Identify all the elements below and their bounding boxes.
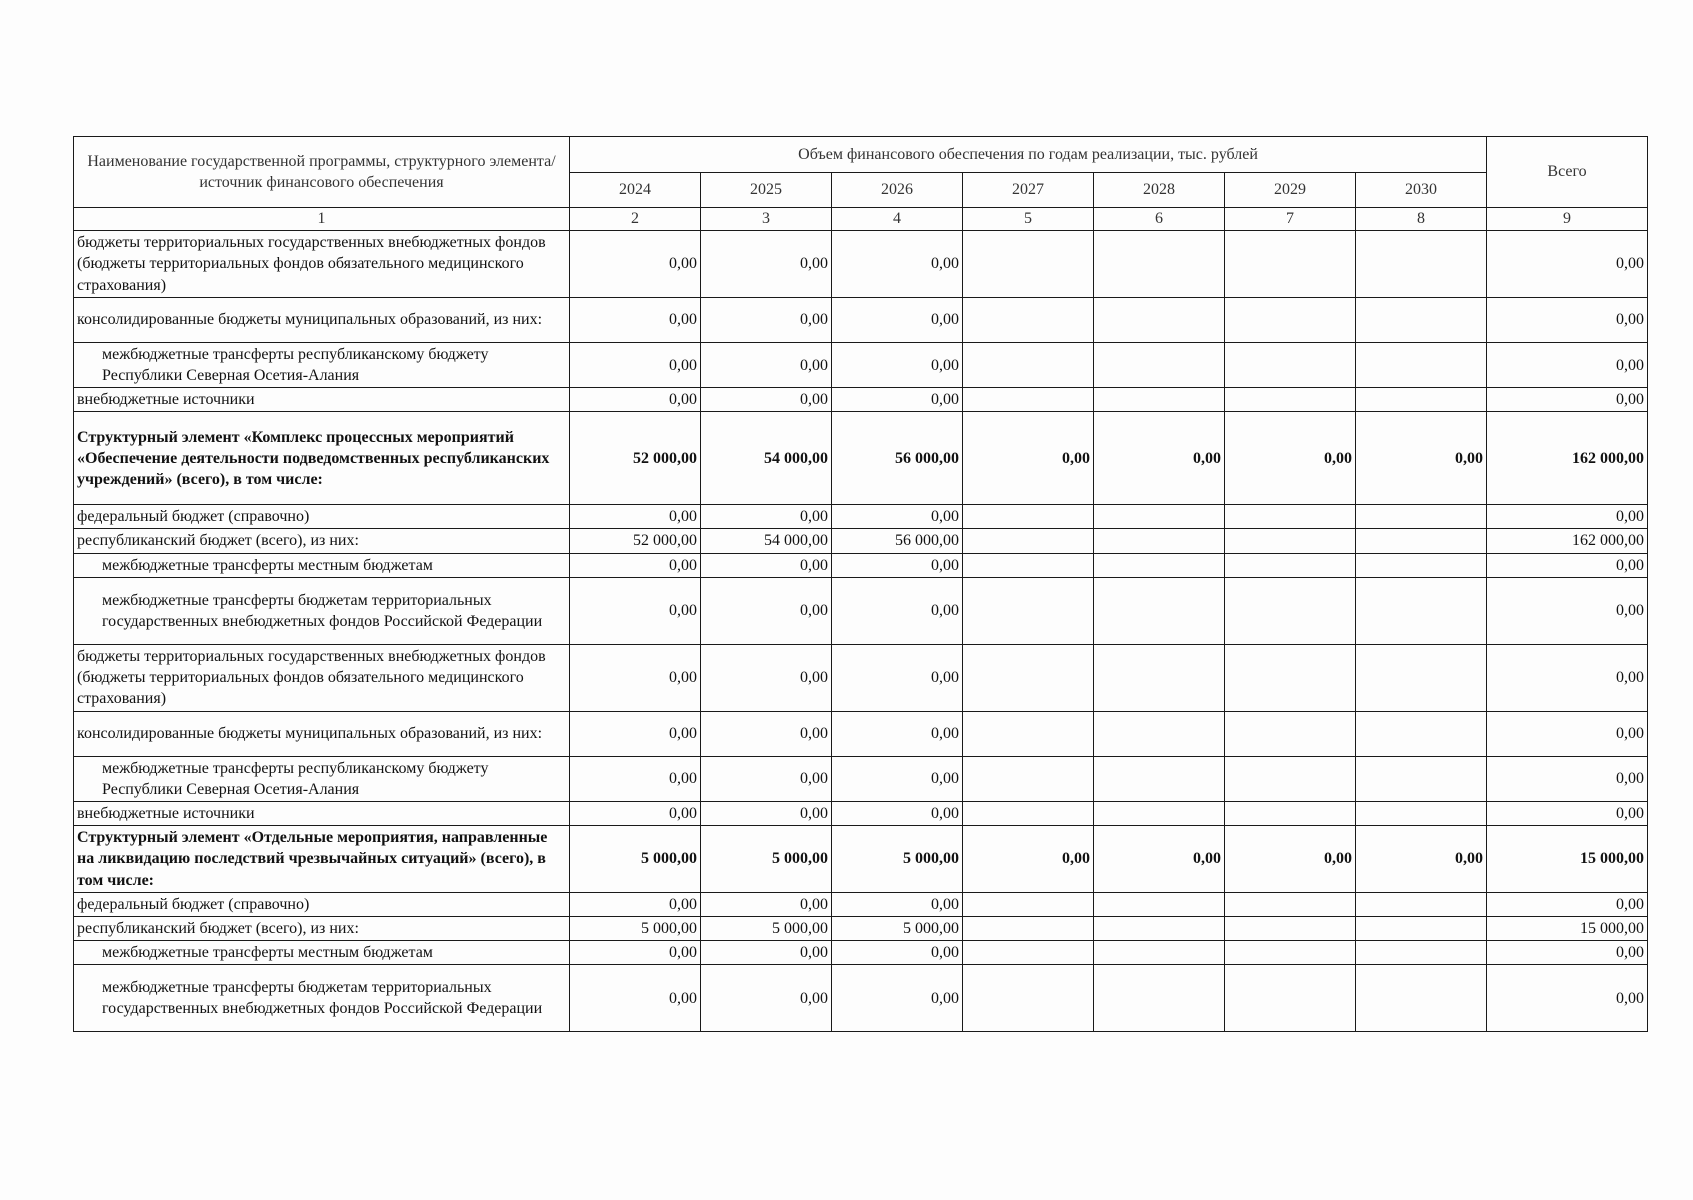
year-value-cell: 0,00 <box>832 801 963 825</box>
year-value-cell <box>1225 941 1356 965</box>
year-value-cell <box>1094 343 1225 388</box>
column-number: 5 <box>963 208 1094 231</box>
year-value-cell <box>1356 941 1487 965</box>
year-value-cell: 0,00 <box>1356 825 1487 892</box>
year-value-cell: 0,00 <box>701 343 832 388</box>
year-value-cell <box>963 529 1094 553</box>
year-value-cell: 0,00 <box>570 756 701 801</box>
year-value-cell <box>1225 577 1356 644</box>
year-value-cell <box>1356 801 1487 825</box>
year-value-cell <box>1356 756 1487 801</box>
year-value-cell <box>963 343 1094 388</box>
total-value-cell: 0,00 <box>1487 231 1648 298</box>
total-value-cell: 0,00 <box>1487 553 1648 577</box>
year-value-cell: 0,00 <box>701 756 832 801</box>
table-row <box>74 577 1648 644</box>
year-value-cell: 0,00 <box>832 298 963 343</box>
year-value-cell: 52 000,00 <box>570 529 701 553</box>
volume-header: Объем финансового обеспечения по годам реализации, тыс. рублей <box>570 137 1487 173</box>
year-value-cell: 0,00 <box>832 231 963 298</box>
year-value-cell <box>1094 917 1225 941</box>
row-label: межбюджетные трансферты местным бюджетам <box>74 553 570 577</box>
year-value-cell <box>963 231 1094 298</box>
year-value-cell <box>1225 711 1356 756</box>
row-label: межбюджетные трансферты республиканскому бюджету Республики Северная Осетия-Алания <box>74 756 570 801</box>
year-value-cell <box>1225 756 1356 801</box>
year-header: 2028 <box>1094 173 1225 208</box>
year-value-cell <box>1094 711 1225 756</box>
row-label: межбюджетные трансферты бюджетам территориальных государственных внебюджетных фондов Российской Федерации <box>74 965 570 1032</box>
row-label: федеральный бюджет (справочно) <box>74 505 570 529</box>
year-value-cell: 0,00 <box>570 505 701 529</box>
year-value-cell: 54 000,00 <box>701 529 832 553</box>
year-value-cell <box>963 917 1094 941</box>
year-value-cell: 0,00 <box>832 388 963 412</box>
year-value-cell: 0,00 <box>701 505 832 529</box>
column-number: 9 <box>1487 208 1648 231</box>
row-label: бюджеты территориальных государственных внебюджетных фондов (бюджеты территориальных фондов обязательного медицинского страхования) <box>74 231 570 298</box>
year-value-cell <box>1225 892 1356 916</box>
year-value-cell: 0,00 <box>832 892 963 916</box>
total-value-cell: 0,00 <box>1487 644 1648 711</box>
table-row <box>74 298 1648 343</box>
year-value-cell <box>963 505 1094 529</box>
year-value-cell <box>963 553 1094 577</box>
column-number: 4 <box>832 208 963 231</box>
total-column-header: Всего <box>1487 137 1648 208</box>
year-value-cell <box>1094 298 1225 343</box>
table-body <box>74 231 1648 1032</box>
year-value-cell <box>1356 644 1487 711</box>
year-value-cell: 0,00 <box>570 298 701 343</box>
table-row <box>74 644 1648 711</box>
year-value-cell <box>1356 298 1487 343</box>
year-value-cell: 5 000,00 <box>701 825 832 892</box>
row-label: внебюджетные источники <box>74 801 570 825</box>
year-value-cell: 0,00 <box>701 553 832 577</box>
year-value-cell <box>1356 892 1487 916</box>
total-value-cell: 15 000,00 <box>1487 825 1648 892</box>
year-value-cell: 54 000,00 <box>701 412 832 505</box>
year-value-cell: 52 000,00 <box>570 412 701 505</box>
year-header: 2025 <box>701 173 832 208</box>
table-row <box>74 388 1648 412</box>
year-value-cell <box>1225 505 1356 529</box>
year-value-cell: 0,00 <box>832 756 963 801</box>
year-value-cell: 0,00 <box>570 553 701 577</box>
year-value-cell <box>1094 801 1225 825</box>
year-value-cell <box>1356 231 1487 298</box>
year-value-cell: 5 000,00 <box>701 917 832 941</box>
year-value-cell <box>1225 801 1356 825</box>
year-value-cell <box>1094 644 1225 711</box>
total-value-cell: 0,00 <box>1487 756 1648 801</box>
year-value-cell <box>1094 577 1225 644</box>
year-value-cell <box>1094 529 1225 553</box>
year-value-cell <box>963 801 1094 825</box>
total-value-cell: 0,00 <box>1487 801 1648 825</box>
year-value-cell <box>963 644 1094 711</box>
row-label: внебюджетные источники <box>74 388 570 412</box>
year-value-cell <box>1356 917 1487 941</box>
year-value-cell: 0,00 <box>570 644 701 711</box>
year-value-cell <box>1225 965 1356 1032</box>
year-value-cell <box>963 941 1094 965</box>
year-value-cell: 0,00 <box>701 298 832 343</box>
year-header: 2026 <box>832 173 963 208</box>
total-value-cell: 0,00 <box>1487 505 1648 529</box>
year-value-cell: 0,00 <box>832 577 963 644</box>
year-value-cell: 5 000,00 <box>832 825 963 892</box>
year-value-cell <box>1225 388 1356 412</box>
year-value-cell <box>963 388 1094 412</box>
year-value-cell <box>1356 343 1487 388</box>
row-label: бюджеты территориальных государственных внебюджетных фондов (бюджеты территориальных фондов обязательного медицинского страхования) <box>74 644 570 711</box>
year-value-cell <box>963 892 1094 916</box>
year-value-cell <box>1094 505 1225 529</box>
year-value-cell <box>963 965 1094 1032</box>
year-value-cell: 0,00 <box>570 343 701 388</box>
year-value-cell: 0,00 <box>832 941 963 965</box>
year-value-cell <box>1356 965 1487 1032</box>
year-value-cell: 56 000,00 <box>832 412 963 505</box>
row-label: Структурный элемент «Отдельные мероприятия, направленные на ликвидацию последствий чрезвычайных ситуаций» (всего), в том числе: <box>74 825 570 892</box>
total-value-cell: 0,00 <box>1487 941 1648 965</box>
column-number: 3 <box>701 208 832 231</box>
table-row <box>74 892 1648 916</box>
row-label: консолидированные бюджеты муниципальных образований, из них: <box>74 711 570 756</box>
year-value-cell <box>1225 529 1356 553</box>
table-row <box>74 941 1648 965</box>
year-header: 2024 <box>570 173 701 208</box>
table-row <box>74 343 1648 388</box>
year-value-cell: 0,00 <box>832 343 963 388</box>
year-value-cell: 0,00 <box>963 825 1094 892</box>
year-value-cell: 0,00 <box>570 801 701 825</box>
year-value-cell: 0,00 <box>1225 825 1356 892</box>
year-value-cell: 0,00 <box>701 965 832 1032</box>
column-number: 8 <box>1356 208 1487 231</box>
table-row <box>74 756 1648 801</box>
year-value-cell: 0,00 <box>963 412 1094 505</box>
year-value-cell: 0,00 <box>701 577 832 644</box>
year-value-cell <box>1225 553 1356 577</box>
year-value-cell <box>1094 388 1225 412</box>
row-label: федеральный бюджет (справочно) <box>74 892 570 916</box>
total-value-cell: 15 000,00 <box>1487 917 1648 941</box>
table-row <box>74 965 1648 1032</box>
year-value-cell <box>963 756 1094 801</box>
total-value-cell: 0,00 <box>1487 343 1648 388</box>
row-label: республиканский бюджет (всего), из них: <box>74 529 570 553</box>
column-number: 6 <box>1094 208 1225 231</box>
row-label: межбюджетные трансферты местным бюджетам <box>74 941 570 965</box>
column-number: 2 <box>570 208 701 231</box>
total-value-cell: 162 000,00 <box>1487 412 1648 505</box>
year-value-cell <box>1356 711 1487 756</box>
year-value-cell <box>1094 892 1225 916</box>
year-value-cell <box>963 711 1094 756</box>
year-value-cell <box>1094 941 1225 965</box>
year-value-cell: 56 000,00 <box>832 529 963 553</box>
year-value-cell <box>1225 231 1356 298</box>
table-row <box>74 231 1648 298</box>
year-value-cell: 0,00 <box>570 941 701 965</box>
total-value-cell: 0,00 <box>1487 388 1648 412</box>
row-label: Структурный элемент «Комплекс процессных мероприятий «Обеспечение деятельности подведомственных республиканских учреждений» (всего), в том числе: <box>74 412 570 505</box>
year-value-cell: 0,00 <box>1356 412 1487 505</box>
year-value-cell <box>1356 505 1487 529</box>
year-value-cell: 0,00 <box>701 644 832 711</box>
name-column-header: Наименование государственной программы, структурного элемента/источник финансового обеспечения <box>74 137 570 208</box>
year-value-cell: 0,00 <box>832 644 963 711</box>
year-value-cell: 0,00 <box>570 577 701 644</box>
year-value-cell: 0,00 <box>570 892 701 916</box>
total-value-cell: 162 000,00 <box>1487 529 1648 553</box>
year-value-cell <box>1225 917 1356 941</box>
year-value-cell <box>963 577 1094 644</box>
year-value-cell: 5 000,00 <box>832 917 963 941</box>
year-header: 2027 <box>963 173 1094 208</box>
table-row <box>74 505 1648 529</box>
year-value-cell: 0,00 <box>832 553 963 577</box>
table-header <box>74 137 1648 231</box>
year-value-cell <box>1225 298 1356 343</box>
row-label: республиканский бюджет (всего), из них: <box>74 917 570 941</box>
year-value-cell: 0,00 <box>832 965 963 1032</box>
table-row <box>74 801 1648 825</box>
year-value-cell: 0,00 <box>1094 825 1225 892</box>
total-value-cell: 0,00 <box>1487 298 1648 343</box>
year-value-cell: 0,00 <box>701 941 832 965</box>
year-value-cell: 0,00 <box>570 711 701 756</box>
year-value-cell <box>1356 529 1487 553</box>
total-value-cell: 0,00 <box>1487 711 1648 756</box>
year-value-cell <box>1356 577 1487 644</box>
year-value-cell: 0,00 <box>832 505 963 529</box>
year-value-cell: 0,00 <box>701 388 832 412</box>
year-value-cell: 0,00 <box>1225 412 1356 505</box>
year-value-cell <box>1225 644 1356 711</box>
table-row <box>74 553 1648 577</box>
year-value-cell <box>1094 553 1225 577</box>
year-value-cell: 0,00 <box>1094 412 1225 505</box>
year-value-cell: 0,00 <box>701 801 832 825</box>
year-value-cell <box>1356 553 1487 577</box>
year-header: 2030 <box>1356 173 1487 208</box>
financing-table <box>73 136 1648 1032</box>
year-value-cell: 5 000,00 <box>570 825 701 892</box>
table-row <box>74 529 1648 553</box>
row-label: межбюджетные трансферты бюджетам территориальных государственных внебюджетных фондов Российской Федерации <box>74 577 570 644</box>
total-value-cell: 0,00 <box>1487 892 1648 916</box>
year-value-cell: 0,00 <box>570 965 701 1032</box>
year-value-cell: 0,00 <box>701 231 832 298</box>
table-row <box>74 917 1648 941</box>
table-row <box>74 412 1648 505</box>
year-value-cell: 0,00 <box>570 388 701 412</box>
year-value-cell: 0,00 <box>701 711 832 756</box>
year-value-cell <box>1094 965 1225 1032</box>
year-value-cell <box>1094 756 1225 801</box>
column-number: 7 <box>1225 208 1356 231</box>
total-value-cell: 0,00 <box>1487 577 1648 644</box>
year-value-cell: 0,00 <box>832 711 963 756</box>
year-header: 2029 <box>1225 173 1356 208</box>
year-value-cell <box>1094 231 1225 298</box>
total-value-cell: 0,00 <box>1487 965 1648 1032</box>
table-row <box>74 711 1648 756</box>
column-number: 1 <box>74 208 570 231</box>
year-value-cell <box>963 298 1094 343</box>
year-value-cell: 0,00 <box>570 231 701 298</box>
table-row <box>74 825 1648 892</box>
row-label: консолидированные бюджеты муниципальных образований, из них: <box>74 298 570 343</box>
year-value-cell: 0,00 <box>701 892 832 916</box>
year-value-cell <box>1356 388 1487 412</box>
row-label: межбюджетные трансферты республиканскому бюджету Республики Северная Осетия-Алания <box>74 343 570 388</box>
year-value-cell <box>1225 343 1356 388</box>
year-value-cell: 5 000,00 <box>570 917 701 941</box>
